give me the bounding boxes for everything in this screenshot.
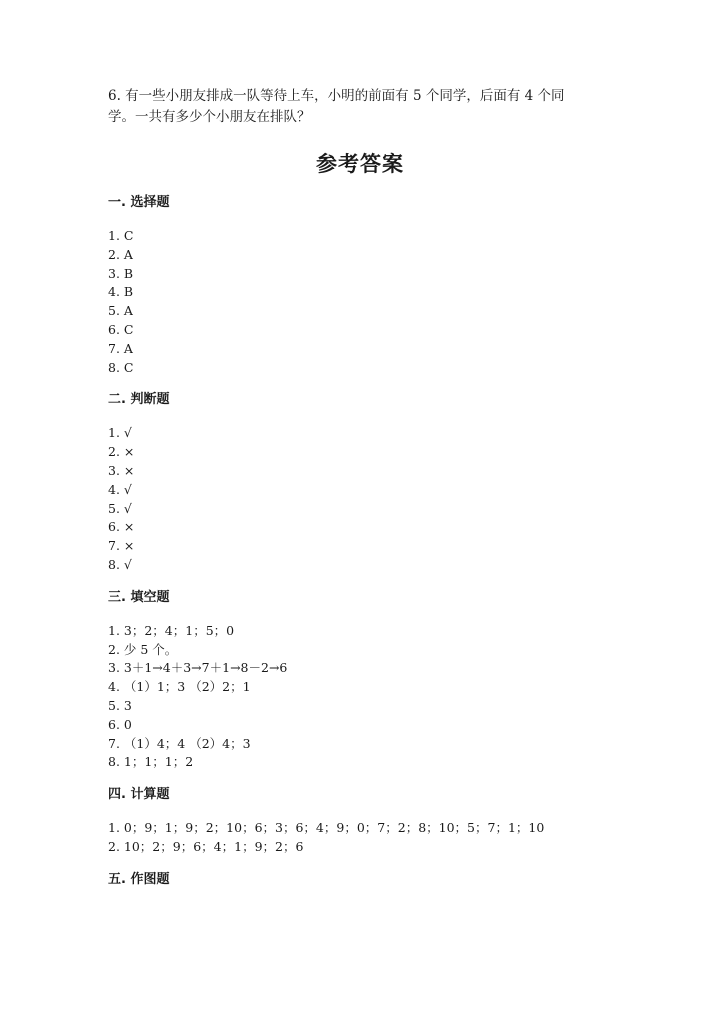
section-heading: 二. 判断题	[108, 392, 170, 408]
answer-item: 8. C	[108, 359, 134, 375]
answer-item: 6. C	[108, 321, 134, 337]
question-6-line-1: 6. 有一些小朋友排成一队等待上车，小明的前面有 5 个同学，后面有 4 个同	[108, 88, 565, 104]
answer-list	[108, 819, 612, 857]
answer-item: 4. （1）1；3 （2）2；1	[108, 679, 251, 695]
answer-item: 2. 10；2；9；6；4；1；9；2；6	[108, 838, 304, 854]
section-multiple-choice	[108, 194, 612, 377]
answer-key-title: 参考答案	[316, 152, 404, 176]
section-heading: 五. 作图题	[108, 871, 170, 887]
answer-item: 1. √	[108, 425, 132, 441]
answer-item: 8. 1；1；1；2	[108, 754, 194, 770]
document-page	[108, 86, 612, 889]
answer-item: 5. √	[108, 500, 132, 516]
section-heading: 三. 填空题	[108, 589, 170, 605]
answer-item: 8. √	[108, 556, 132, 572]
answer-item: 6. 0	[108, 716, 132, 732]
question-6-line-2: 学。一共有多少个小朋友在排队？	[108, 109, 311, 125]
answer-item: 6. ×	[108, 519, 135, 535]
section-heading: 一. 选择题	[108, 195, 170, 210]
section-drawing	[108, 871, 612, 889]
answer-item: 2. ×	[108, 444, 135, 460]
section-true-false	[108, 391, 612, 574]
section-calculation	[108, 786, 612, 857]
answer-list	[108, 227, 612, 377]
answer-item: 7. A	[108, 340, 133, 356]
answer-item: 4. B	[108, 284, 134, 300]
answer-item: 1. C	[108, 228, 134, 243]
answer-item: 3. ×	[108, 462, 135, 478]
answer-item: 4. √	[108, 481, 132, 497]
answer-item: 3. B	[108, 265, 134, 281]
answer-item: 5. 3	[108, 697, 132, 713]
answer-list	[108, 424, 612, 574]
answer-list	[108, 622, 612, 772]
answer-item: 7. ×	[108, 538, 135, 554]
answer-item: 7. （1）4；4 （2）4；3	[108, 735, 251, 751]
answer-item: 5. A	[108, 303, 133, 319]
answer-item: 1. 3；2；4；1；5；0	[108, 622, 235, 638]
section-heading: 四. 计算题	[108, 787, 170, 803]
answer-item: 3. 3＋1→4＋3→7＋1→8－2→6	[108, 660, 288, 676]
answer-item: 2. 少 5 个。	[108, 641, 178, 657]
section-fill-in-blank	[108, 589, 612, 772]
answer-item: 1. 0；9；1；9；2；10；6；3；6；4；9；0；7；2；8；10；5；7；1；10	[108, 820, 545, 836]
answer-item: 2. A	[108, 246, 133, 262]
